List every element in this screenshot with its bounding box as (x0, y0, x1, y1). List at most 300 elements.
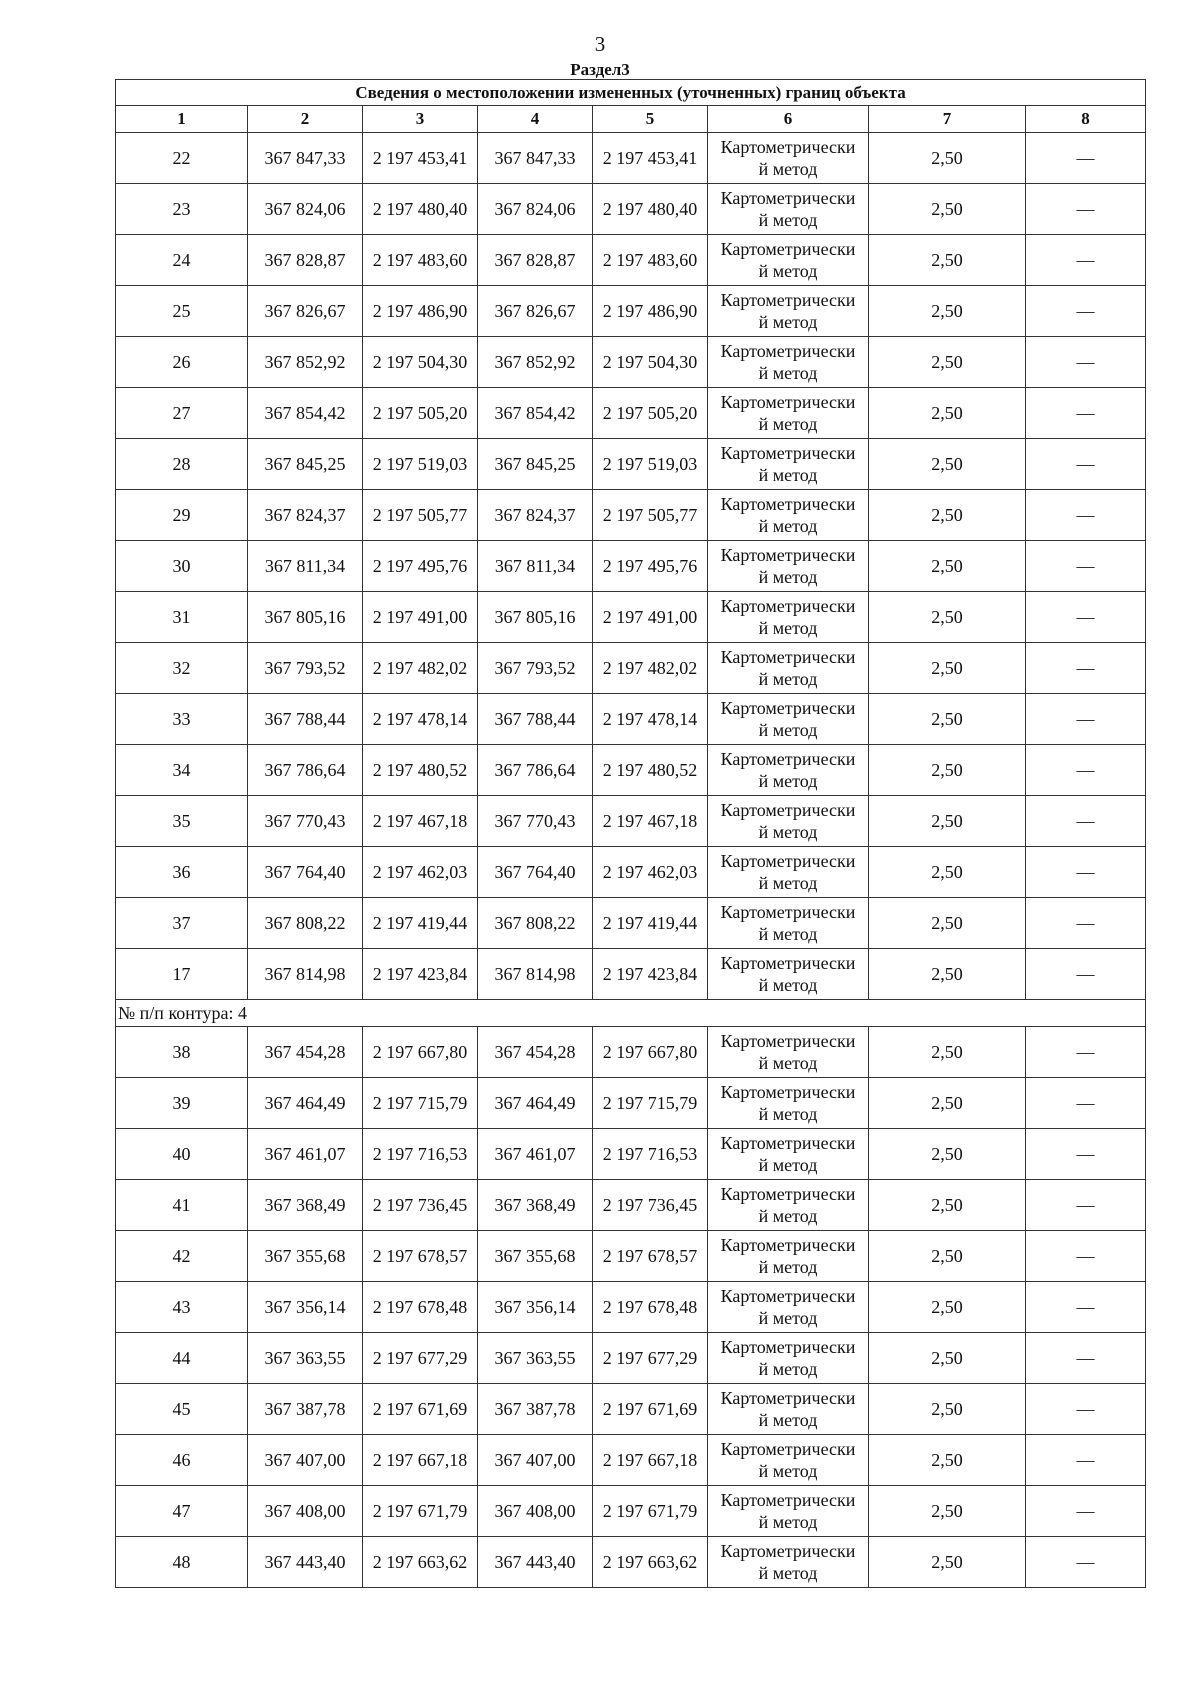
description-cell: — (1026, 694, 1146, 745)
y-coordinate-cell: 2 197 716,53 (593, 1129, 708, 1180)
column-number-1: 1 (116, 106, 248, 133)
accuracy-cell: 2,50 (869, 541, 1026, 592)
method-text-line-2: й метод (758, 363, 818, 383)
x-coordinate-cell: 367 793,52 (478, 643, 593, 694)
method-cell (708, 1384, 869, 1435)
method-text-line-2: й метод (758, 1359, 818, 1379)
y-coordinate-cell: 2 197 715,79 (363, 1078, 478, 1129)
method-cell (708, 286, 869, 337)
y-coordinate-cell: 2 197 480,52 (593, 745, 708, 796)
x-coordinate-cell: 367 368,49 (248, 1180, 363, 1231)
accuracy-cell: 2,50 (869, 1435, 1026, 1486)
accuracy-cell: 2,50 (869, 1486, 1026, 1537)
column-number-5: 5 (593, 106, 708, 133)
description-cell: — (1026, 1129, 1146, 1180)
point-number-cell: 28 (116, 439, 248, 490)
x-coordinate-cell: 367 805,16 (248, 592, 363, 643)
y-coordinate-cell: 2 197 478,14 (593, 694, 708, 745)
method-cell (708, 1333, 869, 1384)
x-coordinate-cell: 367 828,87 (478, 235, 593, 286)
method-text-line-1: Картометрически (720, 953, 856, 973)
method-text-line-1: Картометрически (720, 698, 856, 718)
accuracy-cell: 2,50 (869, 1027, 1026, 1078)
method-cell (708, 184, 869, 235)
point-number-cell: 42 (116, 1231, 248, 1282)
method-text-line-1: Картометрически (720, 341, 856, 361)
point-number-cell: 22 (116, 133, 248, 184)
x-coordinate-cell: 367 814,98 (248, 949, 363, 1000)
y-coordinate-cell: 2 197 453,41 (363, 133, 478, 184)
x-coordinate-cell: 367 461,07 (478, 1129, 593, 1180)
y-coordinate-cell: 2 197 483,60 (363, 235, 478, 286)
y-coordinate-cell: 2 197 671,69 (363, 1384, 478, 1435)
method-text-line-1: Картометрически (720, 1439, 856, 1459)
y-coordinate-cell: 2 197 671,79 (363, 1486, 478, 1537)
x-coordinate-cell: 367 355,68 (478, 1231, 593, 1282)
method-text-line-1: Картометрически (720, 596, 856, 616)
method-cell (708, 1027, 869, 1078)
y-coordinate-cell: 2 197 678,48 (593, 1282, 708, 1333)
method-text-line-2: й метод (758, 1257, 818, 1277)
x-coordinate-cell: 367 387,78 (478, 1384, 593, 1435)
y-coordinate-cell: 2 197 453,41 (593, 133, 708, 184)
description-cell: — (1026, 1435, 1146, 1486)
point-number-cell: 26 (116, 337, 248, 388)
method-text-line-1: Картометрически (720, 1286, 856, 1306)
description-cell: — (1026, 1282, 1146, 1333)
y-coordinate-cell: 2 197 467,18 (593, 796, 708, 847)
description-cell: — (1026, 898, 1146, 949)
method-text-line-1: Картометрически (720, 443, 856, 463)
x-coordinate-cell: 367 363,55 (248, 1333, 363, 1384)
accuracy-cell: 2,50 (869, 133, 1026, 184)
method-cell (708, 1537, 869, 1588)
y-coordinate-cell: 2 197 480,52 (363, 745, 478, 796)
method-text-line-2: й метод (758, 975, 818, 995)
method-text-line-1: Картометрически (720, 392, 856, 412)
point-number-cell: 25 (116, 286, 248, 337)
table-body (116, 133, 1146, 1588)
point-number-cell: 36 (116, 847, 248, 898)
y-coordinate-cell: 2 197 667,18 (593, 1435, 708, 1486)
table-row (116, 898, 1146, 949)
y-coordinate-cell: 2 197 667,80 (363, 1027, 478, 1078)
method-text-line-1: Картометрически (720, 1337, 856, 1357)
table-row (116, 1282, 1146, 1333)
description-cell: — (1026, 592, 1146, 643)
method-cell (708, 235, 869, 286)
point-number-cell: 37 (116, 898, 248, 949)
accuracy-cell: 2,50 (869, 898, 1026, 949)
table-row (116, 1078, 1146, 1129)
accuracy-cell: 2,50 (869, 1384, 1026, 1435)
accuracy-cell: 2,50 (869, 439, 1026, 490)
method-text-line-2: й метод (758, 1104, 818, 1124)
accuracy-cell: 2,50 (869, 235, 1026, 286)
method-cell (708, 1486, 869, 1537)
method-cell (708, 337, 869, 388)
column-number-4: 4 (478, 106, 593, 133)
accuracy-cell: 2,50 (869, 388, 1026, 439)
method-text-line-2: й метод (758, 1512, 818, 1532)
x-coordinate-cell: 367 811,34 (478, 541, 593, 592)
description-cell: — (1026, 388, 1146, 439)
table-row (116, 1180, 1146, 1231)
accuracy-cell: 2,50 (869, 694, 1026, 745)
table-row (116, 796, 1146, 847)
point-number-cell: 30 (116, 541, 248, 592)
description-cell: — (1026, 1333, 1146, 1384)
method-cell (708, 1180, 869, 1231)
method-cell (708, 490, 869, 541)
description-cell: — (1026, 337, 1146, 388)
accuracy-cell: 2,50 (869, 337, 1026, 388)
method-cell (708, 1231, 869, 1282)
y-coordinate-cell: 2 197 519,03 (593, 439, 708, 490)
description-cell: — (1026, 1180, 1146, 1231)
x-coordinate-cell: 367 854,42 (478, 388, 593, 439)
method-text-line-2: й метод (758, 720, 818, 740)
table-row (116, 1333, 1146, 1384)
y-coordinate-cell: 2 197 678,48 (363, 1282, 478, 1333)
accuracy-cell: 2,50 (869, 1333, 1026, 1384)
method-cell (708, 1435, 869, 1486)
description-cell: — (1026, 847, 1146, 898)
table-row (116, 949, 1146, 1000)
table-row (116, 1027, 1146, 1078)
x-coordinate-cell: 367 788,44 (478, 694, 593, 745)
method-text-line-1: Картометрически (720, 290, 856, 310)
method-text-line-1: Картометрически (720, 1184, 856, 1204)
y-coordinate-cell: 2 197 423,84 (593, 949, 708, 1000)
accuracy-cell: 2,50 (869, 490, 1026, 541)
column-number-7: 7 (869, 106, 1026, 133)
accuracy-cell: 2,50 (869, 847, 1026, 898)
x-coordinate-cell: 367 464,49 (248, 1078, 363, 1129)
x-coordinate-cell: 367 814,98 (478, 949, 593, 1000)
y-coordinate-cell: 2 197 715,79 (593, 1078, 708, 1129)
accuracy-cell: 2,50 (869, 1129, 1026, 1180)
method-cell (708, 796, 869, 847)
description-cell: — (1026, 133, 1146, 184)
method-cell (708, 1129, 869, 1180)
method-cell (708, 847, 869, 898)
contour-header-row (116, 1000, 1146, 1027)
x-coordinate-cell: 367 805,16 (478, 592, 593, 643)
method-cell (708, 541, 869, 592)
table-row (116, 235, 1146, 286)
method-text-line-1: Картометрически (720, 239, 856, 259)
table-row (116, 388, 1146, 439)
method-text-line-1: Картометрически (720, 1388, 856, 1408)
method-text-line-2: й метод (758, 1155, 818, 1175)
x-coordinate-cell: 367 770,43 (478, 796, 593, 847)
x-coordinate-cell: 367 826,67 (478, 286, 593, 337)
method-text-line-2: й метод (758, 1410, 818, 1430)
method-text-line-2: й метод (758, 618, 818, 638)
description-cell: — (1026, 949, 1146, 1000)
accuracy-cell: 2,50 (869, 1231, 1026, 1282)
method-cell (708, 439, 869, 490)
accuracy-cell: 2,50 (869, 745, 1026, 796)
point-number-cell: 17 (116, 949, 248, 1000)
y-coordinate-cell: 2 197 486,90 (363, 286, 478, 337)
method-text-line-2: й метод (758, 771, 818, 791)
method-text-line-1: Картометрически (720, 1235, 856, 1255)
x-coordinate-cell: 367 355,68 (248, 1231, 363, 1282)
table-row (116, 286, 1146, 337)
x-coordinate-cell: 367 764,40 (478, 847, 593, 898)
point-number-cell: 40 (116, 1129, 248, 1180)
table-row (116, 541, 1146, 592)
x-coordinate-cell: 367 407,00 (478, 1435, 593, 1486)
point-number-cell: 32 (116, 643, 248, 694)
x-coordinate-cell: 367 828,87 (248, 235, 363, 286)
point-number-cell: 27 (116, 388, 248, 439)
method-text-line-2: й метод (758, 1308, 818, 1328)
table-row (116, 694, 1146, 745)
x-coordinate-cell: 367 770,43 (248, 796, 363, 847)
description-cell: — (1026, 1078, 1146, 1129)
y-coordinate-cell: 2 197 480,40 (593, 184, 708, 235)
method-cell (708, 694, 869, 745)
description-cell: — (1026, 1384, 1146, 1435)
y-coordinate-cell: 2 197 462,03 (593, 847, 708, 898)
accuracy-cell: 2,50 (869, 643, 1026, 694)
x-coordinate-cell: 367 407,00 (248, 1435, 363, 1486)
point-number-cell: 35 (116, 796, 248, 847)
x-coordinate-cell: 367 387,78 (248, 1384, 363, 1435)
x-coordinate-cell: 367 845,25 (478, 439, 593, 490)
point-number-cell: 44 (116, 1333, 248, 1384)
table-row (116, 1129, 1146, 1180)
method-text-line-2: й метод (758, 516, 818, 536)
x-coordinate-cell: 367 808,22 (478, 898, 593, 949)
description-cell: — (1026, 1231, 1146, 1282)
x-coordinate-cell: 367 852,92 (478, 337, 593, 388)
method-text-line-2: й метод (758, 1053, 818, 1073)
description-cell: — (1026, 439, 1146, 490)
description-cell: — (1026, 286, 1146, 337)
method-text-line-1: Картометрически (720, 851, 856, 871)
y-coordinate-cell: 2 197 419,44 (593, 898, 708, 949)
point-number-cell: 33 (116, 694, 248, 745)
column-number-8: 8 (1026, 106, 1146, 133)
y-coordinate-cell: 2 197 671,79 (593, 1486, 708, 1537)
method-cell (708, 643, 869, 694)
y-coordinate-cell: 2 197 678,57 (593, 1231, 708, 1282)
method-text-line-1: Картометрически (720, 902, 856, 922)
column-number-row (116, 106, 1146, 133)
y-coordinate-cell: 2 197 505,20 (593, 388, 708, 439)
description-cell: — (1026, 184, 1146, 235)
y-coordinate-cell: 2 197 505,77 (593, 490, 708, 541)
method-text-line-2: й метод (758, 1206, 818, 1226)
method-text-line-2: й метод (758, 1461, 818, 1481)
y-coordinate-cell: 2 197 519,03 (363, 439, 478, 490)
x-coordinate-cell: 367 461,07 (248, 1129, 363, 1180)
method-text-line-1: Картометрически (720, 647, 856, 667)
x-coordinate-cell: 367 824,06 (478, 184, 593, 235)
method-text-line-1: Картометрически (720, 1031, 856, 1051)
y-coordinate-cell: 2 197 736,45 (593, 1180, 708, 1231)
section-title: Раздел3 (570, 60, 630, 79)
x-coordinate-cell: 367 824,37 (478, 490, 593, 541)
description-cell: — (1026, 643, 1146, 694)
x-coordinate-cell: 367 363,55 (478, 1333, 593, 1384)
point-number-cell: 23 (116, 184, 248, 235)
y-coordinate-cell: 2 197 504,30 (363, 337, 478, 388)
x-coordinate-cell: 367 852,92 (248, 337, 363, 388)
y-coordinate-cell: 2 197 467,18 (363, 796, 478, 847)
method-cell (708, 592, 869, 643)
accuracy-cell: 2,50 (869, 1180, 1026, 1231)
method-text-line-2: й метод (758, 465, 818, 485)
point-number-cell: 46 (116, 1435, 248, 1486)
method-text-line-2: й метод (758, 210, 818, 230)
method-text-line-2: й метод (758, 873, 818, 893)
y-coordinate-cell: 2 197 671,69 (593, 1384, 708, 1435)
column-number-3: 3 (363, 106, 478, 133)
point-number-cell: 48 (116, 1537, 248, 1588)
y-coordinate-cell: 2 197 483,60 (593, 235, 708, 286)
x-coordinate-cell: 367 443,40 (478, 1537, 593, 1588)
description-cell: — (1026, 1027, 1146, 1078)
y-coordinate-cell: 2 197 480,40 (363, 184, 478, 235)
table-row (116, 1384, 1146, 1435)
description-cell: — (1026, 1486, 1146, 1537)
page-number: 3 (594, 32, 606, 56)
method-text-line-2: й метод (758, 822, 818, 842)
accuracy-cell: 2,50 (869, 1282, 1026, 1333)
table-row (116, 745, 1146, 796)
method-text-line-1: Картометрически (720, 545, 856, 565)
accuracy-cell: 2,50 (869, 796, 1026, 847)
x-coordinate-cell: 367 824,37 (248, 490, 363, 541)
method-text-line-1: Картометрически (720, 1082, 856, 1102)
method-text-line-2: й метод (758, 312, 818, 332)
column-number-2: 2 (248, 106, 363, 133)
accuracy-cell: 2,50 (869, 184, 1026, 235)
method-text-line-2: й метод (758, 414, 818, 434)
description-cell: — (1026, 490, 1146, 541)
y-coordinate-cell: 2 197 663,62 (593, 1537, 708, 1588)
point-number-cell: 39 (116, 1078, 248, 1129)
x-coordinate-cell: 367 464,49 (478, 1078, 593, 1129)
x-coordinate-cell: 367 811,34 (248, 541, 363, 592)
x-coordinate-cell: 367 793,52 (248, 643, 363, 694)
x-coordinate-cell: 367 443,40 (248, 1537, 363, 1588)
description-cell: — (1026, 745, 1146, 796)
method-text-line-1: Картометрически (720, 800, 856, 820)
method-text-line-2: й метод (758, 669, 818, 689)
method-text-line-1: Картометрически (720, 494, 856, 514)
x-coordinate-cell: 367 786,64 (248, 745, 363, 796)
description-cell: — (1026, 541, 1146, 592)
method-text-line-1: Картометрически (720, 749, 856, 769)
y-coordinate-cell: 2 197 677,29 (363, 1333, 478, 1384)
y-coordinate-cell: 2 197 491,00 (593, 592, 708, 643)
table-row (116, 133, 1146, 184)
description-cell: — (1026, 796, 1146, 847)
x-coordinate-cell: 367 368,49 (478, 1180, 593, 1231)
y-coordinate-cell: 2 197 667,18 (363, 1435, 478, 1486)
point-number-cell: 29 (116, 490, 248, 541)
accuracy-cell: 2,50 (869, 1078, 1026, 1129)
y-coordinate-cell: 2 197 504,30 (593, 337, 708, 388)
accuracy-cell: 2,50 (869, 949, 1026, 1000)
table-row (116, 592, 1146, 643)
point-number-cell: 24 (116, 235, 248, 286)
method-text-line-1: Картометрически (720, 137, 856, 157)
x-coordinate-cell: 367 356,14 (478, 1282, 593, 1333)
y-coordinate-cell: 2 197 486,90 (593, 286, 708, 337)
method-cell (708, 133, 869, 184)
table-row (116, 847, 1146, 898)
accuracy-cell: 2,50 (869, 592, 1026, 643)
method-cell (708, 388, 869, 439)
table-row (116, 490, 1146, 541)
table-row (116, 1435, 1146, 1486)
point-number-cell: 41 (116, 1180, 248, 1231)
method-cell (708, 898, 869, 949)
table-caption-row (116, 80, 1146, 106)
method-text-line-2: й метод (758, 567, 818, 587)
x-coordinate-cell: 367 786,64 (478, 745, 593, 796)
contour-label: № п/п контура: 4 (116, 1000, 1146, 1027)
accuracy-cell: 2,50 (869, 1537, 1026, 1588)
method-cell (708, 1078, 869, 1129)
x-coordinate-cell: 367 847,33 (248, 133, 363, 184)
y-coordinate-cell: 2 197 495,76 (593, 541, 708, 592)
y-coordinate-cell: 2 197 482,02 (363, 643, 478, 694)
x-coordinate-cell: 367 788,44 (248, 694, 363, 745)
y-coordinate-cell: 2 197 495,76 (363, 541, 478, 592)
point-number-cell: 34 (116, 745, 248, 796)
point-number-cell: 43 (116, 1282, 248, 1333)
y-coordinate-cell: 2 197 667,80 (593, 1027, 708, 1078)
method-text-line-2: й метод (758, 159, 818, 179)
table-row (116, 337, 1146, 388)
x-coordinate-cell: 367 808,22 (248, 898, 363, 949)
method-text-line-1: Картометрически (720, 1541, 856, 1561)
table-row (116, 1231, 1146, 1282)
y-coordinate-cell: 2 197 716,53 (363, 1129, 478, 1180)
y-coordinate-cell: 2 197 505,20 (363, 388, 478, 439)
column-number-6: 6 (708, 106, 869, 133)
x-coordinate-cell: 367 408,00 (248, 1486, 363, 1537)
description-cell: — (1026, 235, 1146, 286)
y-coordinate-cell: 2 197 478,14 (363, 694, 478, 745)
x-coordinate-cell: 367 454,28 (478, 1027, 593, 1078)
y-coordinate-cell: 2 197 462,03 (363, 847, 478, 898)
x-coordinate-cell: 367 824,06 (248, 184, 363, 235)
method-cell (708, 1282, 869, 1333)
y-coordinate-cell: 2 197 736,45 (363, 1180, 478, 1231)
point-number-cell: 31 (116, 592, 248, 643)
x-coordinate-cell: 367 408,00 (478, 1486, 593, 1537)
method-cell (708, 949, 869, 1000)
y-coordinate-cell: 2 197 491,00 (363, 592, 478, 643)
y-coordinate-cell: 2 197 419,44 (363, 898, 478, 949)
point-number-cell: 38 (116, 1027, 248, 1078)
method-text-line-1: Картометрически (720, 1490, 856, 1510)
boundary-coordinates-table (115, 79, 1146, 1588)
table-row (116, 643, 1146, 694)
table-caption: Сведения о местоположении измененных (уточненных) границ объекта (116, 80, 1146, 106)
x-coordinate-cell: 367 845,25 (248, 439, 363, 490)
method-cell (708, 745, 869, 796)
